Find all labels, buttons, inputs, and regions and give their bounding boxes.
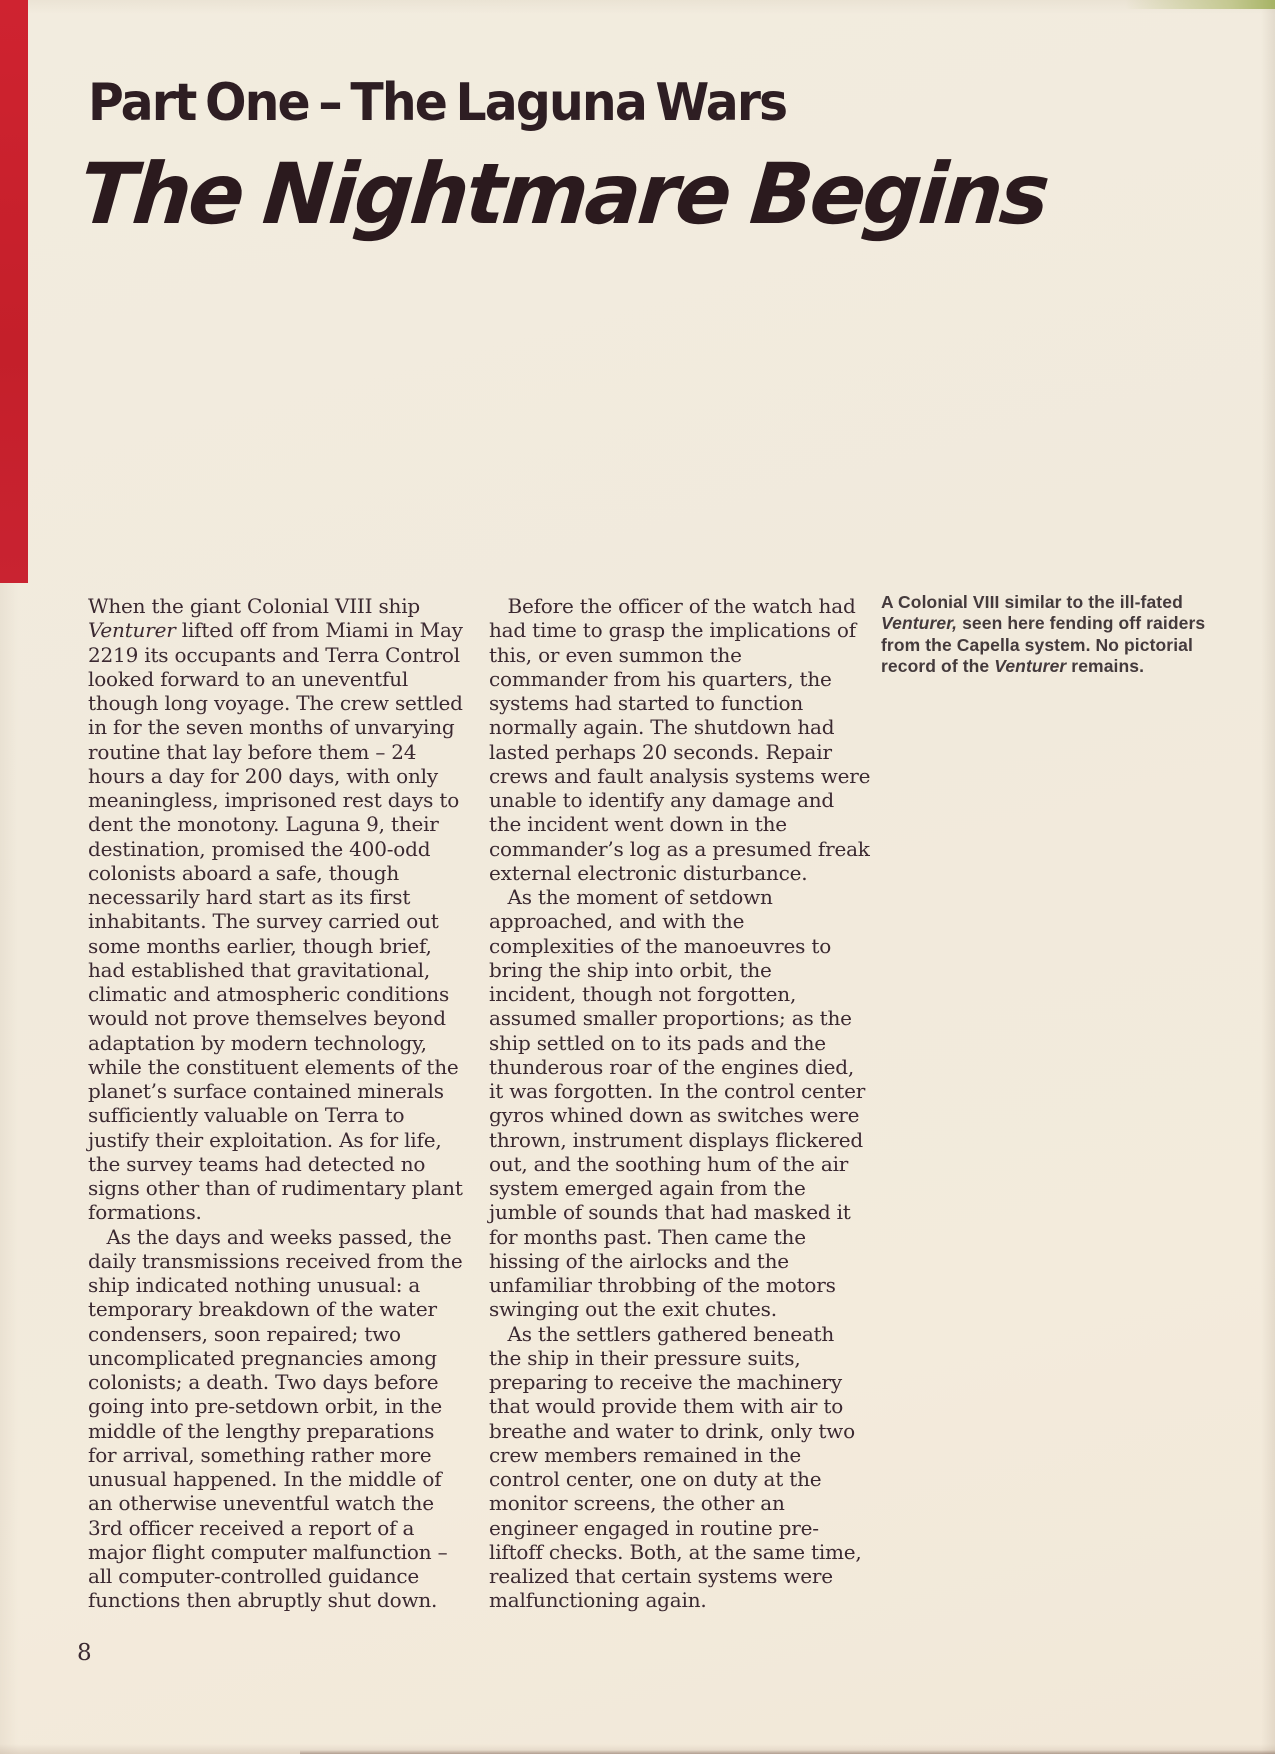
scan-edge-top-right [1125, 0, 1275, 9]
part-marker-strip [0, 0, 28, 583]
scan-edge-bottom [300, 1750, 1275, 1754]
page-number: 8 [77, 1640, 92, 1666]
body-column-1: When the giant Colonial VIII ship Venturer lifted off from Miami in May 2219 its occupants and Terra Control looked forward to an uneventful though long voyage. The crew settled in for the seven months of unvarying routine that lay before them – 24 hours a day for 200 days, with only meaningless, imprisoned rest days to dent the monotony. Laguna 9, their destination, promised the 400-odd colonists aboard a safe, though necessarily hard start as its first inhabitants. The survey carried out some months earlier, though brief, had established that gravitational, climatic and atmospheric conditions would not prove themselves beyond adaptation by modern technology, while the constituent elements of the planet’s surface contained minerals sufficiently valuable on Terra to justify their exploitation. As for life, the survey teams had detected no signs other than of rudimentary plant formations. As the days and weeks passed, the daily transmissions received from the ship indicated nothing unusual: a temporary breakdown of the water condensers, soon repaired; two uncomplicated pregnancies among colonists; a death. Two days before going into pre-setdown orbit, in the middle of the lengthy preparations for arrival, something rather more unusual happened. In the middle of an otherwise uneventful watch the 3rd officer received a report of a major flight computer malfunction – all computer-controlled guidance functions then abruptly shut down. [88, 594, 463, 1613]
part-heading: Part One – The Laguna Wars [88, 73, 787, 133]
body-column-2: Before the officer of the watch had had time to grasp the implications of this, or even summon the commander from his quarters, the systems had started to function normally again. The shutdown had lasted perhaps 20 seconds. Repair crews and fault analysis systems were unable to identify any damage and the incident went down in the commander’s log as a presumed freak external electronic disturbance. As the moment of setdown approached, and with the complexities of the manoeuvres to bring the ship into orbit, the incident, though not forgotten, assumed smaller proportions; as the ship settled on to its pads and the thunderous roar of the engines died, it was forgotten. In the control center gyros whined down as switches were thrown, instrument displays flickered out, and the soothing hum of the air system emerged again from the jumble of sounds that had masked it for months past. Then came the hissing of the airlocks and the unfamiliar throbbing of the motors swinging out the exit chutes. As the settlers gathered beneath the ship in their pressure suits, preparing to receive the machinery that would provide them with air to breathe and water to drink, only two crew members remained in the control center, one on duty at the monitor screens, the other an engineer engaged in routine pre- liftoff checks. Both, at the same time, realized that certain systems were malfunctioning again. [489, 594, 871, 1613]
chapter-title: The Nightmare Begins [75, 145, 1051, 243]
photo-caption: A Colonial VIII similar to the ill-fated Venturer, seen here fending off raiders from the Capella system. No pictorial record of the Venturer remains. [881, 592, 1206, 677]
